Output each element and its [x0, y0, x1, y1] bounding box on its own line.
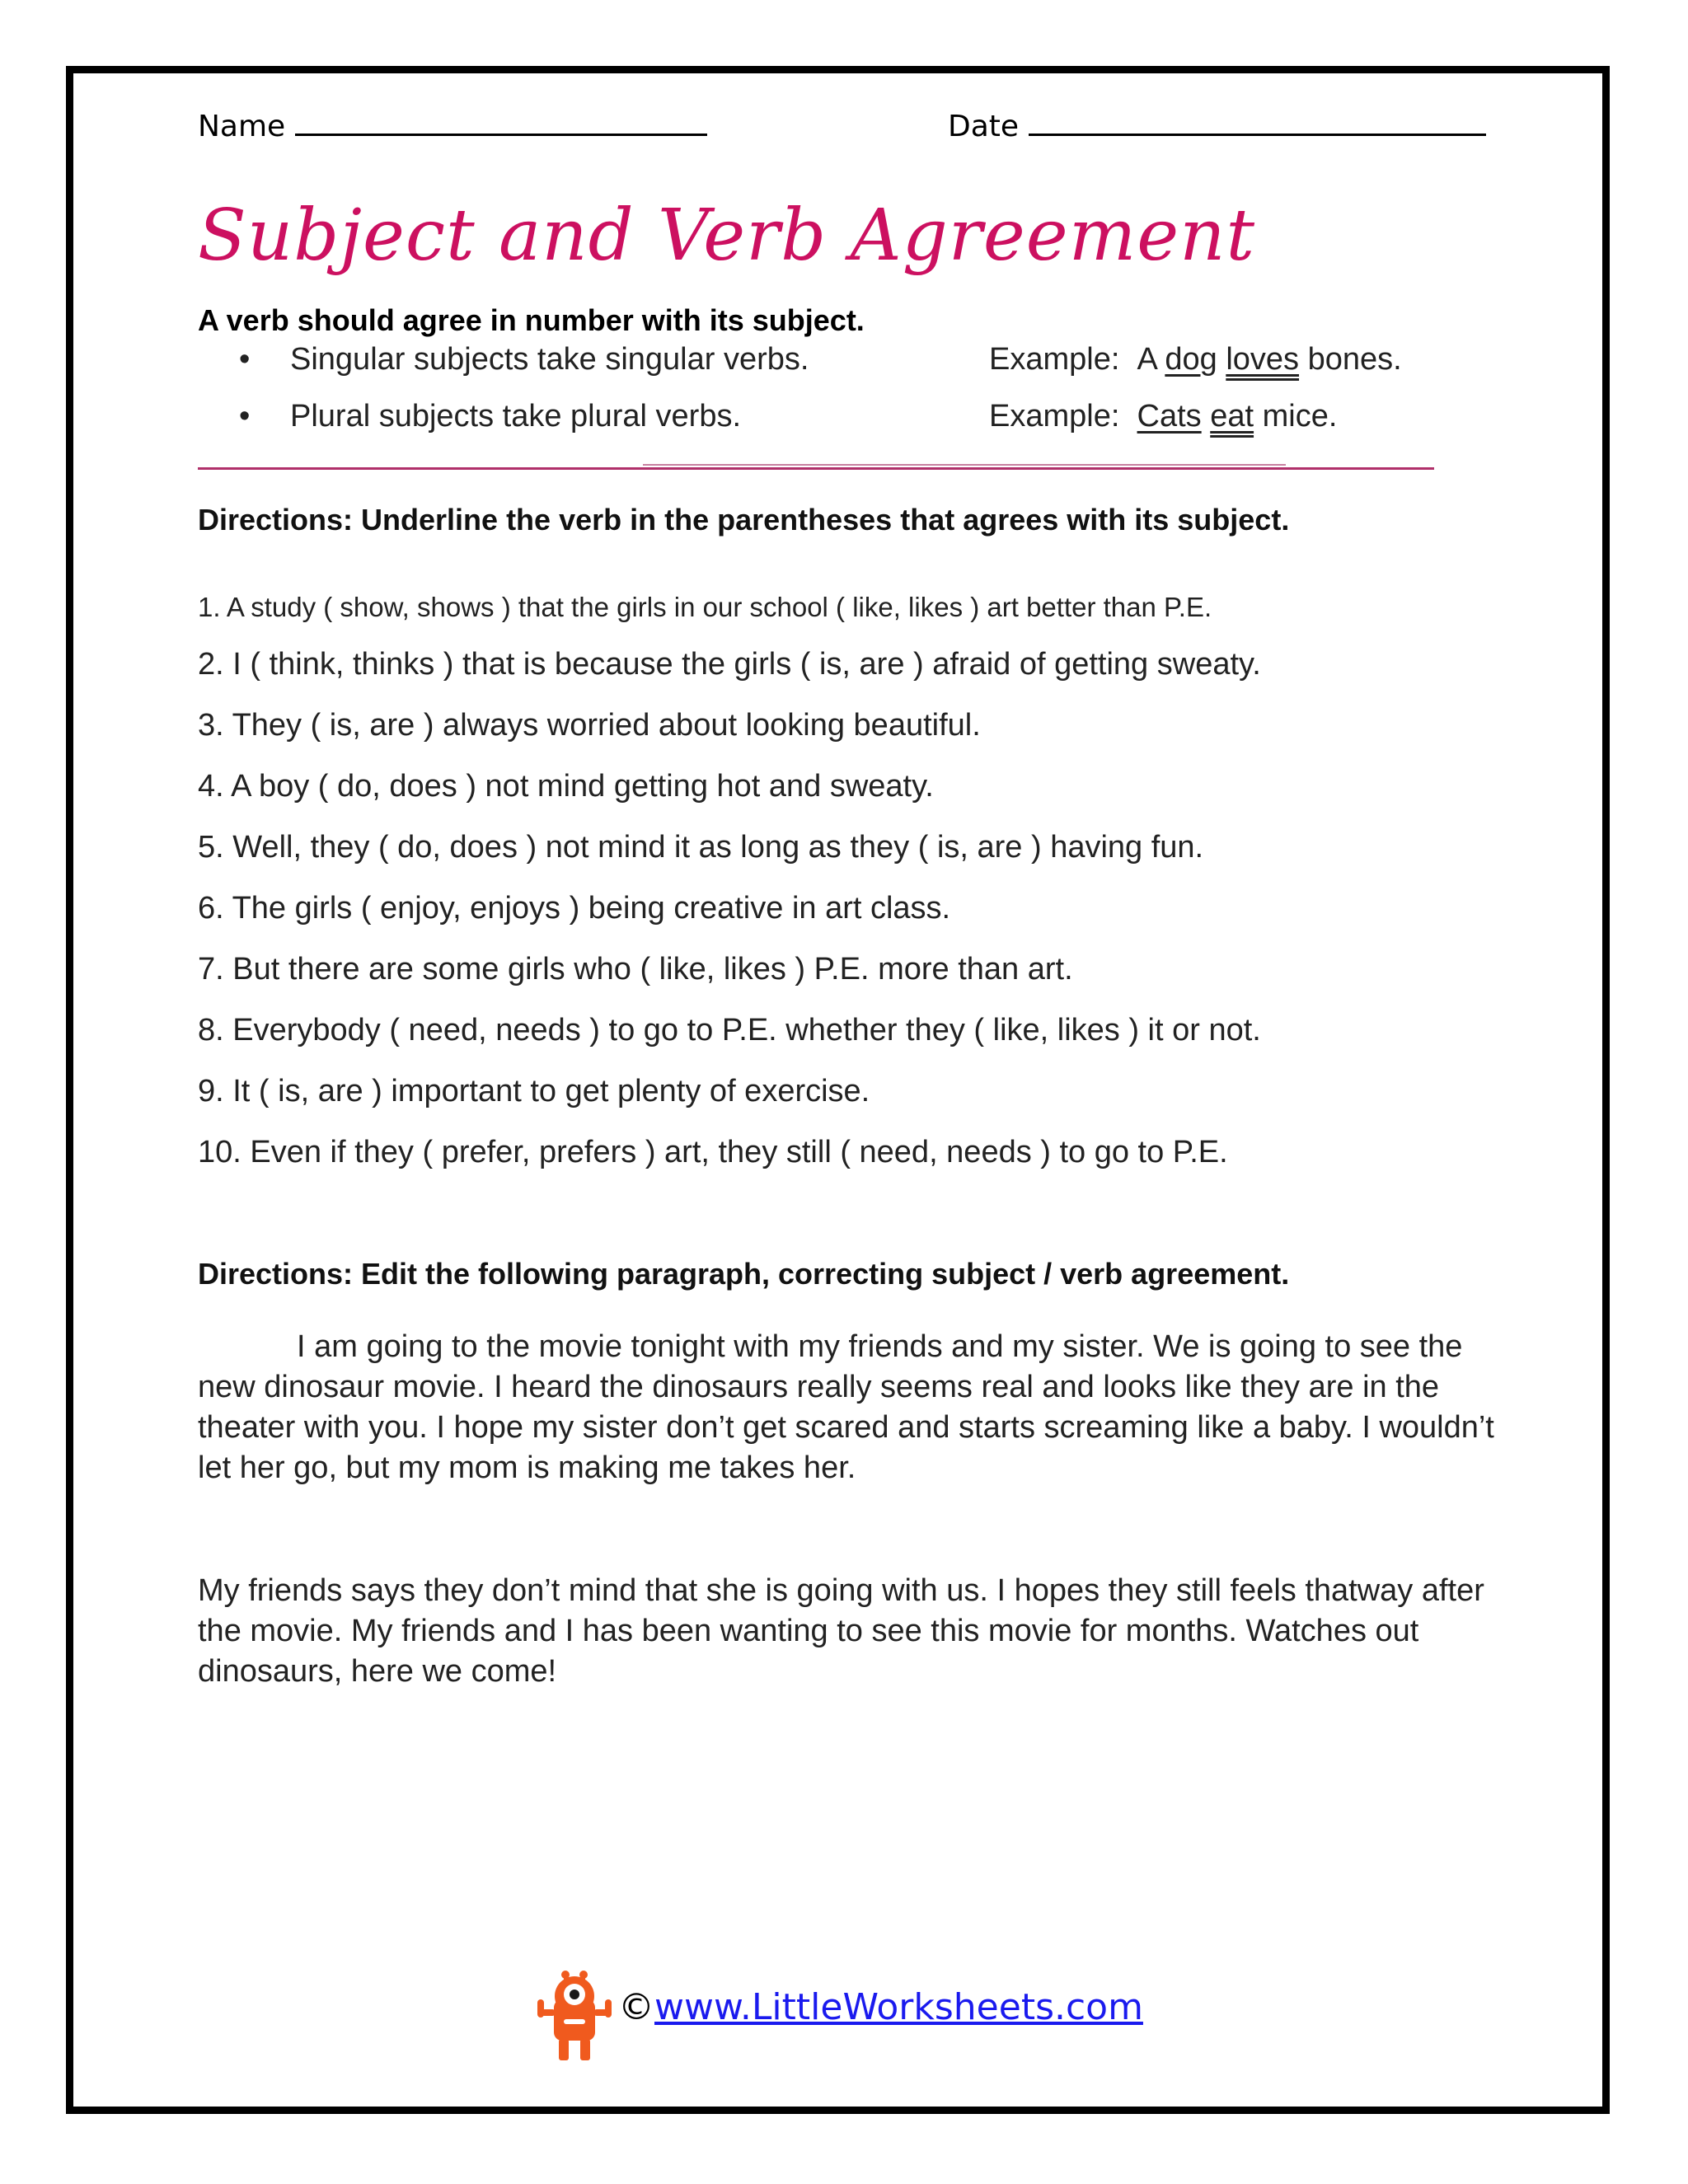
copyright-symbol: ©	[618, 1986, 654, 2028]
exercise-item-4[interactable]: 4. A boy ( do, does ) not mind getting hot and sweaty.	[198, 769, 934, 804]
name-label: Name	[198, 110, 286, 143]
bullet-text: Plural subjects take plural verbs.	[290, 399, 742, 434]
directions-underline: Directions: Underline the verb in the parentheses that agrees with its subject.	[198, 503, 1290, 537]
exercise-item-9[interactable]: 9. It ( is, are ) important to get plenty of exercise.	[198, 1074, 870, 1108]
example-subject: Cats	[1137, 399, 1202, 434]
date-line[interactable]	[1029, 104, 1486, 136]
website-link[interactable]: www.LittleWorksheets.com	[654, 1986, 1143, 2028]
exercise-item-6[interactable]: 6. The girls ( enjoy, enjoys ) being creative in art class.	[198, 891, 951, 926]
name-line[interactable]	[295, 104, 707, 136]
example-plural	[989, 399, 1337, 434]
example-label: Example:	[989, 399, 1120, 434]
monster-mascot-icon	[536, 1968, 614, 2067]
edit-paragraph-1[interactable]	[198, 1327, 1500, 1488]
date-field[interactable]	[948, 104, 1486, 143]
exercise-item-3[interactable]: 3. They ( is, are ) always worried about looking beautiful.	[198, 708, 981, 743]
exercise-item-8[interactable]: 8. Everybody ( need, needs ) to go to P.E. whether they ( like, likes ) it or not.	[198, 1013, 1261, 1047]
rule-statement: A verb should agree in number with its subject.	[198, 303, 865, 337]
worksheet-title: Subject and Verb Agreement	[198, 194, 1256, 277]
directions-edit: Directions: Edit the following paragraph, correcting subject / verb agreement.	[198, 1257, 1290, 1291]
bullet-dot: •	[239, 342, 251, 377]
section-divider	[198, 467, 1434, 470]
exercise-item-10[interactable]: 10. Even if they ( prefer, prefers ) art, they still ( need, needs ) to go to P.E.	[198, 1135, 1228, 1169]
exercise-item-1[interactable]: 1. A study ( show, shows ) that the girls in our school ( like, likes ) art better than P.E.	[198, 592, 1212, 622]
bullet-plural	[239, 399, 741, 434]
example-singular	[989, 342, 1402, 377]
exercise-item-2[interactable]: 2. I ( think, thinks ) that is because the girls ( is, are ) afraid of getting sweaty.	[198, 647, 1261, 682]
example-post: mice.	[1262, 399, 1338, 434]
example-label: Example:	[989, 342, 1120, 377]
example-post: bones.	[1307, 342, 1402, 377]
bullet-text: Singular subjects take singular verbs.	[290, 342, 809, 377]
edit-paragraph-2[interactable]	[198, 1571, 1500, 1692]
paragraph-1-text: I am going to the movie tonight with my friends and my sister. We is going to see the new dinosaur movie. I heard the dinosaurs really seems real and looks like they are in the theater with you. I hope my sister don’t get scared and starts screaming like a baby. I wouldn’t let her go, but my mom is making me takes her.	[198, 1329, 1494, 1485]
exercise-item-7[interactable]: 7. But there are some girls who ( like, likes ) P.E. more than art.	[198, 952, 1073, 987]
footer-credit	[618, 1986, 1143, 2028]
bullet-dot: •	[239, 399, 251, 434]
example-verb: loves	[1226, 342, 1300, 377]
section-divider-light	[643, 464, 1286, 466]
bullet-singular	[239, 342, 809, 377]
paragraph-2-text: My friends says they don’t mind that she is going with us. I hopes they still feels thatway after the movie. My friends and I has been wanting to see this movie for months. Watches out dinosaurs, here we come!	[198, 1573, 1484, 1689]
example-verb: eat	[1210, 399, 1254, 434]
name-field[interactable]	[198, 104, 707, 143]
example-subject: dog	[1165, 342, 1217, 377]
example-pre: A	[1137, 342, 1156, 377]
exercise-item-5[interactable]: 5. Well, they ( do, does ) not mind it as long as they ( is, are ) having fun.	[198, 830, 1204, 865]
date-label: Date	[948, 110, 1020, 143]
